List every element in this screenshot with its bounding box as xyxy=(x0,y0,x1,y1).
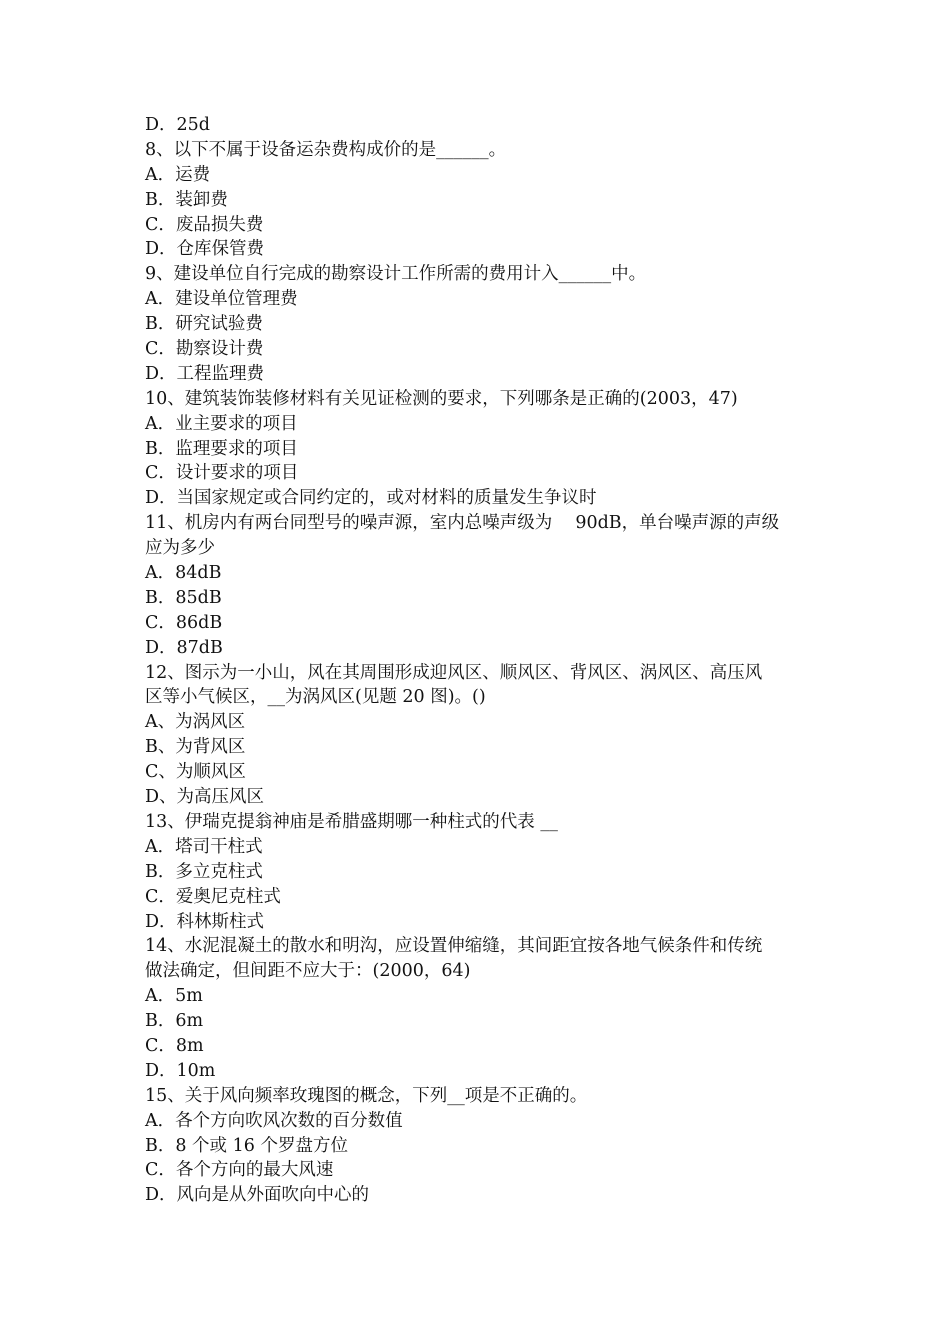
question-8: 8、以下不属于设备运杂费构成价的是______。 xyxy=(145,139,507,160)
option-a: A．塔司干柱式 xyxy=(145,836,263,857)
question-13: 13、伊瑞克提翁神庙是希腊盛期哪一种柱式的代表 __ xyxy=(145,811,558,832)
option-c: C、为顺风区 xyxy=(145,762,246,783)
option-c: C．爱奥尼克柱式 xyxy=(145,886,281,907)
option-a: A．各个方向吹风次数的百分数值 xyxy=(145,1110,403,1131)
option-b: B．8 个或 16 个罗盘方位 xyxy=(145,1135,348,1156)
document-page xyxy=(145,113,815,1208)
option-c: C．86dB xyxy=(145,612,223,633)
option-a: A．5m xyxy=(145,986,203,1007)
question-10: 10、建筑装饰装修材料有关见证检测的要求，下列哪条是正确的(2003，47) xyxy=(145,388,738,409)
option-a: A、为涡风区 xyxy=(145,712,246,733)
option-d: D、为高压风区 xyxy=(145,787,265,808)
option-c: C．废品损失费 xyxy=(145,214,264,235)
option-d: D．10m xyxy=(145,1060,216,1081)
option-d: D．仓库保管费 xyxy=(145,239,265,260)
question-12-cont: 区等小气候区，__为涡风区(见题 20 图)。() xyxy=(145,687,486,708)
option-a: A．建设单位管理费 xyxy=(145,289,298,310)
option-b: B．研究试验费 xyxy=(145,314,263,335)
question-9: 9、建设单位自行完成的勘察设计工作所需的费用计入______中。 xyxy=(145,264,647,285)
option-b: B．6m xyxy=(145,1011,204,1032)
option-d: D．科林斯柱式 xyxy=(145,911,265,932)
option-b: B．监理要求的项目 xyxy=(145,438,298,459)
option-b: B．装卸费 xyxy=(145,189,228,210)
question-14: 14、水泥混凝土的散水和明沟，应设置伸缩缝，其间距宜按各地气候条件和传统 xyxy=(145,936,763,957)
question-11: 11、机房内有两台同型号的噪声源，室内总噪声级为 90dB，单台噪声源的声级 xyxy=(145,513,780,534)
option-c: C．勘察设计费 xyxy=(145,339,264,360)
option-a: A．运费 xyxy=(145,164,211,185)
option-b: B．多立克柱式 xyxy=(145,861,263,882)
option-d: D．当国家规定或合同约定的，或对材料的质量发生争议时 xyxy=(145,488,597,509)
option-b: B．85dB xyxy=(145,587,222,608)
text-line: D．25d xyxy=(145,115,211,135)
option-c: C．各个方向的最大风速 xyxy=(145,1160,334,1181)
option-c: C．设计要求的项目 xyxy=(145,463,299,484)
option-d: D．工程监理费 xyxy=(145,363,265,384)
option-d: D．87dB xyxy=(145,637,223,658)
option-a: A．业主要求的项目 xyxy=(145,413,298,434)
option-a: A．84dB xyxy=(145,563,222,584)
option-b: B、为背风区 xyxy=(145,737,246,758)
question-12: 12、图示为一小山，风在其周围形成迎风区、顺风区、背风区、涡风区、高压风 xyxy=(145,662,763,683)
option-d: D．风向是从外面吹向中心的 xyxy=(145,1185,370,1206)
option-c: C．8m xyxy=(145,1035,204,1056)
question-14-cont: 做法确定，但间距不应大于：(2000，64) xyxy=(145,961,471,982)
question-15: 15、关于风向频率玫瑰图的概念，下列__项是不正确的。 xyxy=(145,1085,588,1106)
question-11-cont: 应为多少 xyxy=(145,538,215,559)
